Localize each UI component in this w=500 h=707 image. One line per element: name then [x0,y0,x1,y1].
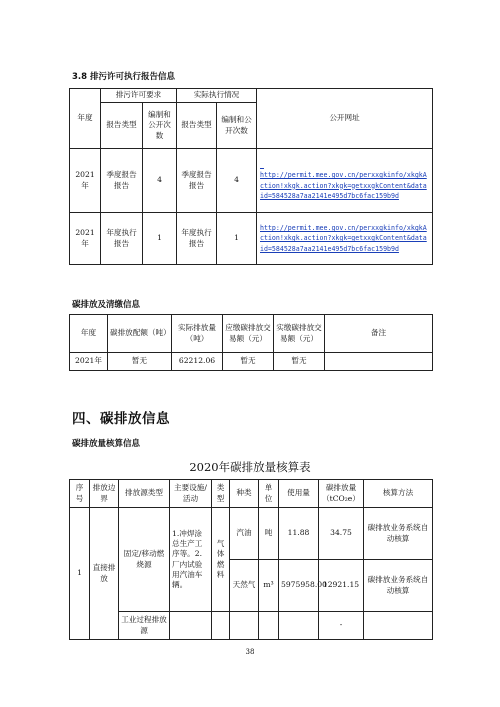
emission-cell: - [319,612,364,640]
col-year-header: 年度 [70,89,101,149]
year-cell: 2021年 [70,149,101,213]
col-actual-header: 实际执行情况 [177,89,257,103]
emission-calc-table [69,479,433,640]
report-type-cell: 季度报告报告 [101,149,143,213]
method-cell: 碳排放业务系统自动核算 [364,560,433,612]
url-cell [257,213,433,265]
report-type-cell: 季度报告报告 [177,149,217,213]
col-source-type-header: 排放源类型 [119,480,170,508]
table-title: 2020年碳排放量核算表 [189,460,311,474]
col-note-header: 备注 [325,315,433,353]
count-cell: 4 [143,149,177,213]
public-url-link[interactable] [260,161,427,200]
col-due-header: 应缴碳排放交易额（元） [223,315,274,353]
kind-cell: 气体燃料 [212,508,230,612]
count-cell: 4 [217,149,257,213]
col-actual-header: 实际排放量（吨） [172,315,223,353]
page-number: 38 [245,648,255,656]
table-row [70,612,433,640]
col-seq-header: 序号 [70,480,90,508]
table-row [70,353,433,371]
note-cell [325,353,433,371]
seq-cell: 1 [70,508,90,640]
col-report-type-header: 报告类型 [177,103,217,149]
method-cell [364,612,433,640]
table-row [70,149,433,213]
source-type-cell: 工业过程排放源 [119,612,170,640]
unit-cell: m³ [259,560,279,612]
col-count-header: 编制和公开次数 [217,103,257,149]
col-usage-header: 使用量 [279,480,319,508]
unit-cell [259,612,279,640]
col-kind-header: 类型 [212,480,230,508]
col-report-type-header: 报告类型 [101,103,143,149]
table-row [70,213,433,265]
actual-cell: 62212.06 [172,353,223,371]
year-cell: 2021年 [70,353,108,371]
url-prefix: _ [260,161,264,169]
col-url-header: 公开网址 [257,89,433,149]
carbon-settle-table [69,314,433,371]
col-unit-header: 单位 [259,480,279,508]
permit-report-table [69,88,433,265]
kind-cell [212,612,230,640]
facility-cell [170,612,212,640]
count-cell: 1 [217,213,257,265]
boundary-cell: 直接排放 [90,508,119,640]
facility-cell: 1.冲焊涂总生产工序等。2.厂内试验用汽油车辆。 [170,508,212,612]
col-count-header: 编制和公开次数 [143,103,177,149]
emission-cell: 12921.15 [319,560,364,612]
col-method-header: 核算方法 [364,480,433,508]
section-4-heading: 四、碳排放信息 [72,411,170,427]
species-cell: 汽油 [230,508,259,560]
carbon-settle-heading: 碳排放及清缴信息 [72,300,141,310]
method-cell: 碳排放业务系统自动核算 [364,508,433,560]
report-type-cell: 年度执行报告 [101,213,143,265]
usage-cell: 5975958.00 [279,560,319,612]
col-facility-header: 主要设施/活动 [170,480,212,508]
col-year-header: 年度 [70,315,108,353]
url-cell [257,149,433,213]
url-text: http://permit.mee.gov.cn/perxxgkinfo/xkgkAction!xkgk.action?xkgk=getxxgkContent&dataid=584528a7aa2141e495d7bc6fac159b9d [260,171,427,200]
table-row [70,508,433,560]
emission-cell: 34.75 [319,508,364,560]
col-quota-header: 碳排放配额（吨） [108,315,172,353]
section-3-8-heading: 3.8 排污许可执行报告信息 [72,72,176,82]
unit-cell: 吨 [259,508,279,560]
count-cell: 1 [143,213,177,265]
species-cell [230,612,259,640]
due-cell: 暂无 [223,353,274,371]
report-type-cell: 年度执行报告 [177,213,217,265]
emission-calc-heading: 碳排放量核算信息 [72,439,141,449]
col-species-header: 种类 [230,480,259,508]
col-permit-req-header: 排污许可要求 [101,89,177,103]
quota-cell: 暂无 [108,353,172,371]
col-emission-header: 碳排放量（tCO₂e） [319,480,364,508]
col-paid-header: 实缴碳排放交易额（元） [274,315,325,353]
usage-cell [279,612,319,640]
col-boundary-header: 排放边界 [90,480,119,508]
usage-cell: 11.88 [279,508,319,560]
public-url-link[interactable]: http://permit.mee.gov.cn/perxxgkinfo/xkgkAction!xkgk.action?xkgk=getxxgkContent&dataid=584528a7aa2141e495d7bc6fac159b9d [260,224,427,253]
paid-cell: 暂无 [274,353,325,371]
species-cell: 天然气 [230,560,259,612]
source-type-cell: 固定/移动燃烧源 [119,508,170,612]
year-cell: 2021年 [70,213,101,265]
